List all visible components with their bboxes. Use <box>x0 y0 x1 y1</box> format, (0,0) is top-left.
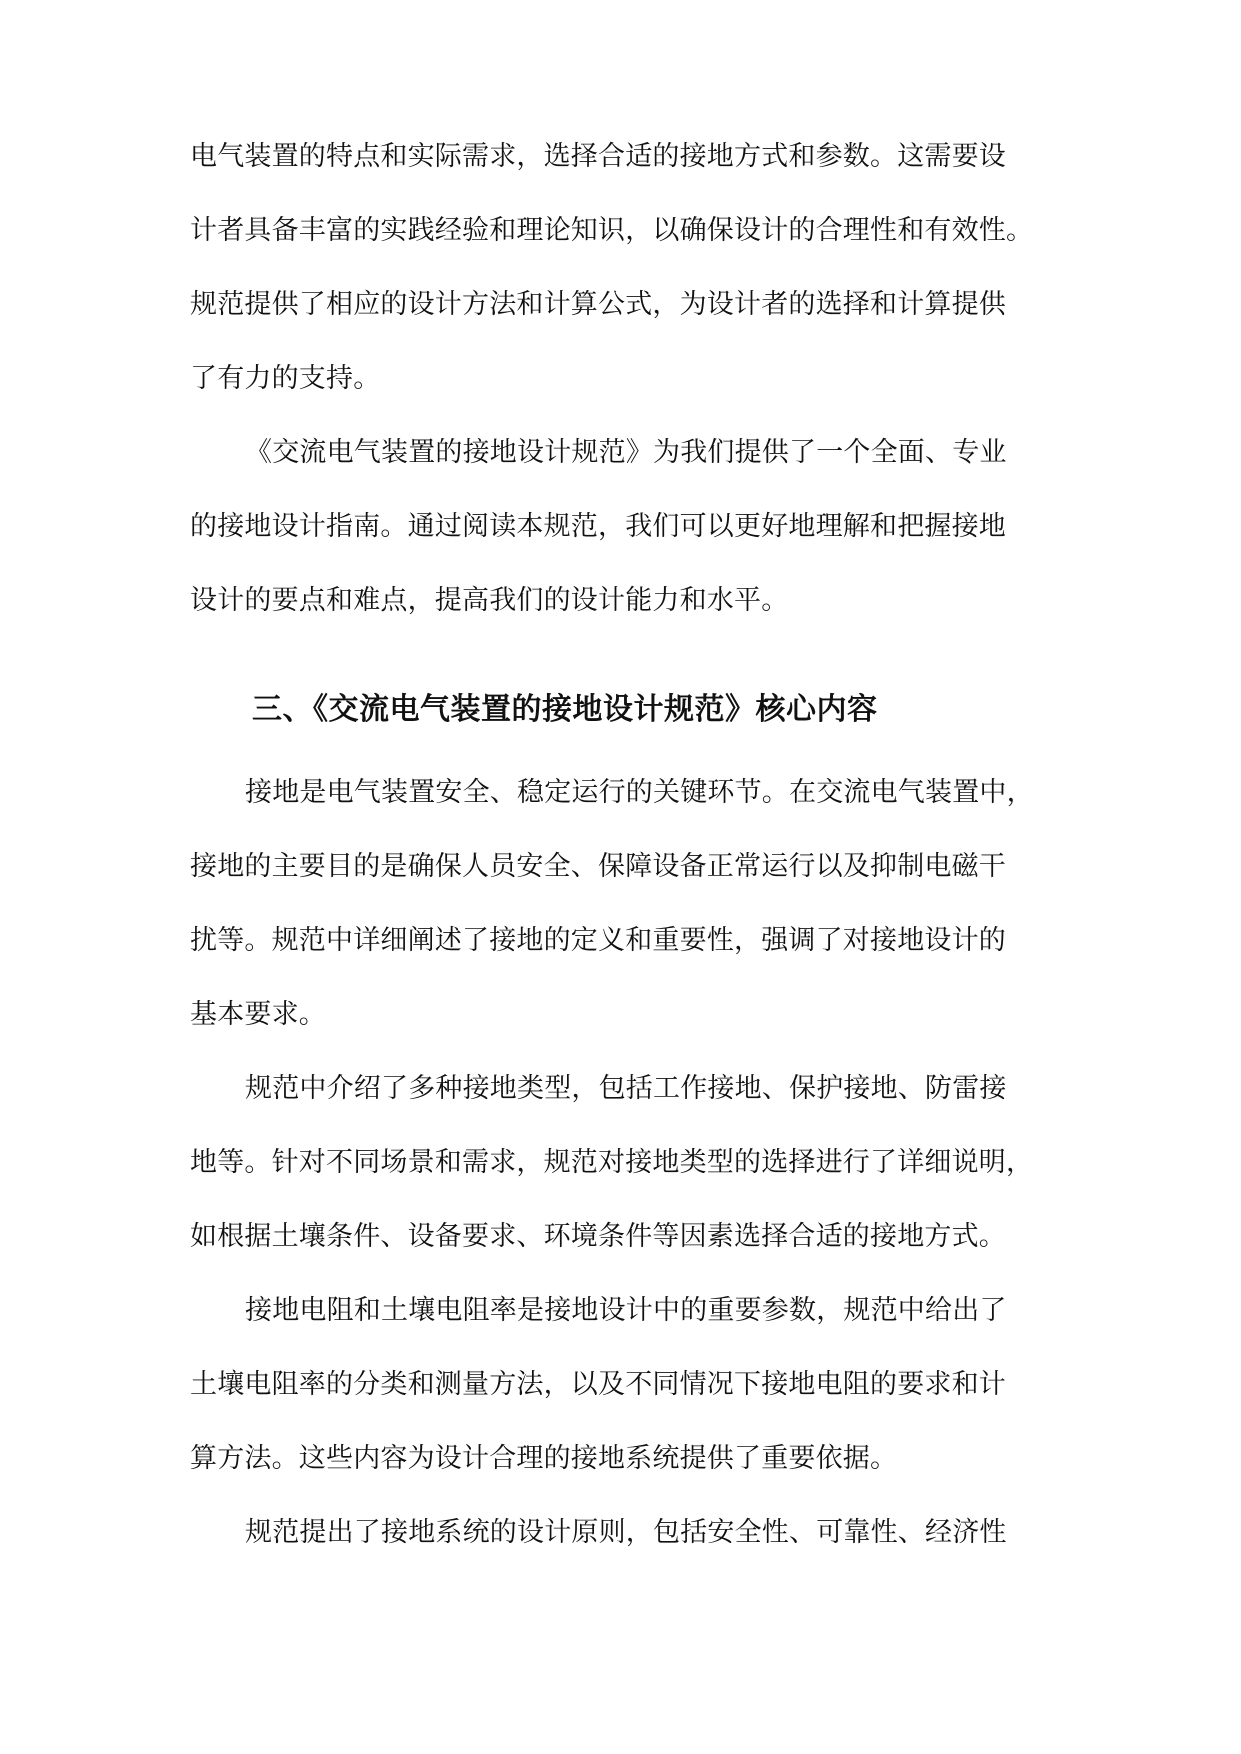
paragraph-line: 设计的要点和难点，提高我们的设计能力和水平。 <box>190 585 789 616</box>
paragraph-line: 规范提供了相应的设计方法和计算公式，为设计者的选择和计算提供 <box>190 289 1006 320</box>
paragraph-line: 规范提出了接地系统的设计原则，包括安全性、可靠性、经济性 <box>245 1517 1007 1548</box>
section-heading: 三、《交流电气装置的接地设计规范》核心内容 <box>252 692 878 727</box>
paragraph-line: 规范中介绍了多种接地类型，包括工作接地、保护接地、防雷接 <box>245 1073 1007 1104</box>
paragraph-line: 接地电阻和土壤电阻率是接地设计中的重要参数，规范中给出了 <box>245 1295 1007 1326</box>
paragraph-line: 的接地设计指南。通过阅读本规范，我们可以更好地理解和把握接地 <box>190 511 1006 542</box>
paragraph-line: 土壤电阻率的分类和测量方法，以及不同情况下接地电阻的要求和计 <box>190 1369 1006 1400</box>
paragraph-line: 了有力的支持。 <box>190 363 381 394</box>
paragraph-line: 计者具备丰富的实践经验和理论知识，以确保设计的合理性和有效性。 <box>190 215 1034 246</box>
paragraph-line: 接地的主要目的是确保人员安全、保障设备正常运行以及抑制电磁干 <box>190 851 1006 882</box>
paragraph-line: 如根据土壤条件、设备要求、环境条件等因素选择合适的接地方式。 <box>190 1221 1006 1252</box>
paragraph-line: 算方法。这些内容为设计合理的接地系统提供了重要依据。 <box>190 1443 898 1474</box>
paragraph-line: 电气装置的特点和实际需求，选择合适的接地方式和参数。这需要设 <box>190 141 1006 172</box>
paragraph-line: 地等。针对不同场景和需求，规范对接地类型的选择进行了详细说明， <box>190 1147 1034 1178</box>
paragraph-line: 接地是电气装置安全、稳定运行的关键环节。在交流电气装置中， <box>245 777 1034 808</box>
paragraph-line: 《交流电气装置的接地设计规范》为我们提供了一个全面、专业 <box>245 437 1007 468</box>
paragraph-line: 扰等。规范中详细阐述了接地的定义和重要性，强调了对接地设计的 <box>190 925 1006 956</box>
paragraph-line: 基本要求。 <box>190 999 326 1030</box>
